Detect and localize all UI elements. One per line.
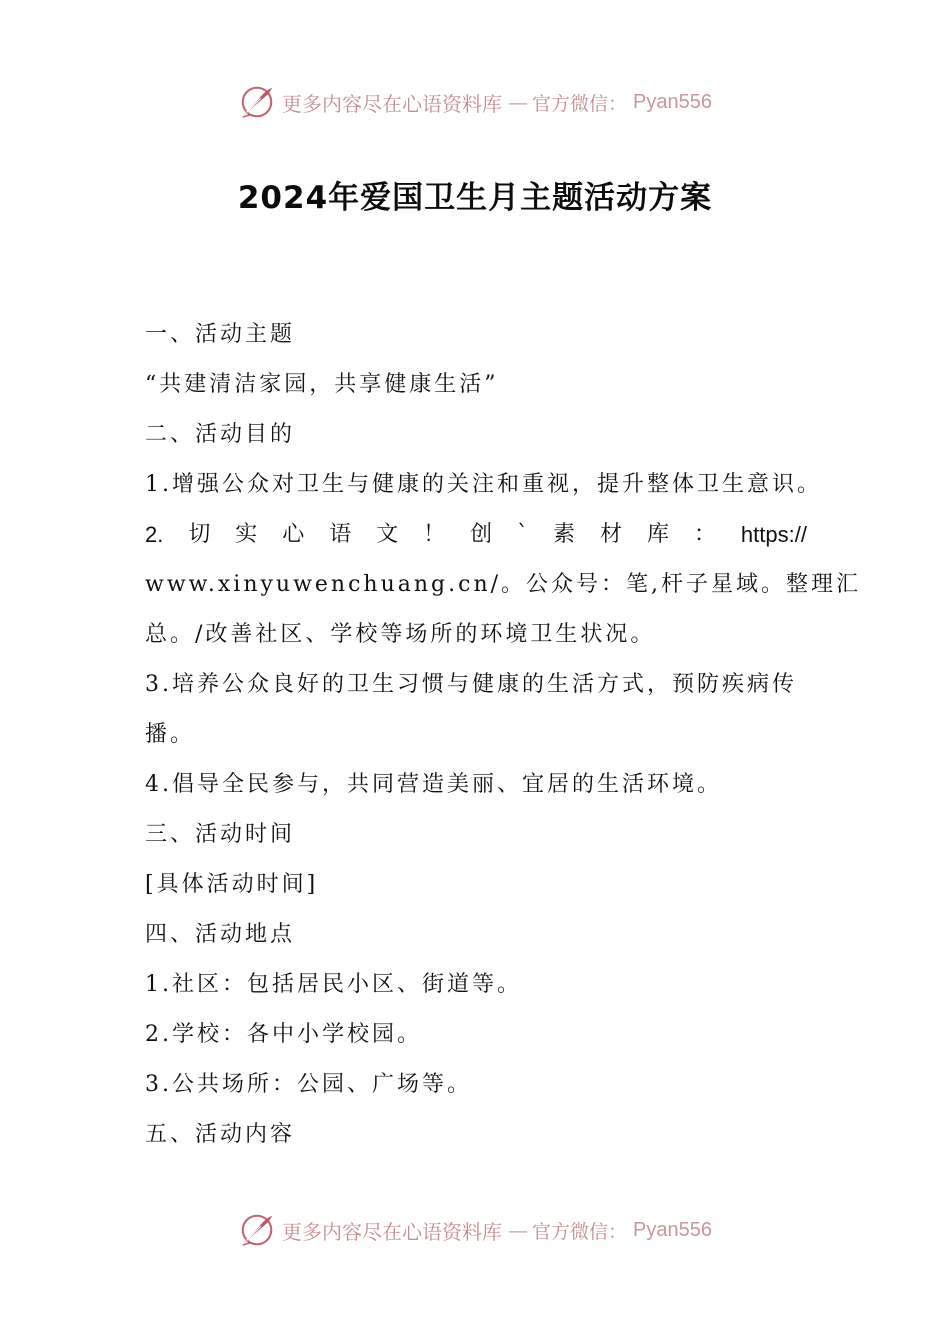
purpose-2-token: ！ bbox=[423, 522, 446, 547]
document-title: 2024年爱国卫生月主题活动方案 bbox=[237, 180, 713, 216]
time-text: [具体活动时间] bbox=[145, 872, 319, 897]
feather-pen-logo-icon bbox=[238, 1211, 276, 1249]
watermark-wechat-id: Pyan556 bbox=[633, 1218, 712, 1241]
watermark-contact-label: 官方微信： bbox=[532, 92, 628, 115]
watermark-slogan: 更多内容尽在心语资料库 bbox=[282, 91, 502, 116]
theme-text: “共建清洁家园，共享健康生活” bbox=[145, 372, 499, 397]
place-item-1: 1.社区：包括居民小区、街道等。 bbox=[145, 972, 522, 997]
watermark-contact-label: 官方微信： bbox=[532, 1220, 628, 1243]
section-heading-place: 四、活动地点 bbox=[145, 922, 296, 947]
place-item-3: 3.公共场所：公园、广场等。 bbox=[145, 1072, 472, 1097]
purpose-2-token: 2. bbox=[145, 522, 164, 547]
section-heading-theme: 一、活动主题 bbox=[145, 322, 296, 347]
purpose-item-4: 4.倡导全民参与，共同营造美丽、宜居的生活环境。 bbox=[145, 772, 722, 797]
section-heading-purpose: 二、活动目的 bbox=[145, 422, 296, 447]
purpose-2-token: 切 bbox=[188, 522, 211, 547]
footer-watermark bbox=[0, 1208, 950, 1252]
purpose-item-3-line-2: 播。 bbox=[145, 722, 196, 747]
watermark-slogan: 更多内容尽在心语资料库 bbox=[282, 1219, 502, 1244]
purpose-item-2-line-2: www.xinyuwenchuang.cn/。公众号：笔,杆子星域。整理汇 bbox=[145, 572, 862, 597]
purpose-2-token: 语 bbox=[329, 522, 352, 547]
purpose-item-2-line-3: 总。/改善社区、学校等场所的环境卫生状况。 bbox=[145, 622, 656, 647]
section-heading-content: 五、活动内容 bbox=[145, 1122, 296, 1147]
purpose-2-token: 素 bbox=[553, 522, 576, 547]
purpose-2-token: ` bbox=[517, 522, 529, 547]
purpose-2-token: 文 bbox=[376, 522, 399, 547]
purpose-2-token: ： bbox=[693, 522, 716, 547]
header-watermark bbox=[0, 80, 950, 124]
watermark-dash: — bbox=[508, 1218, 526, 1242]
place-item-2: 2.学校：各中小学校园。 bbox=[145, 1022, 422, 1047]
purpose-2-token: 实 bbox=[235, 522, 258, 547]
purpose-item-2-line-1 bbox=[145, 510, 807, 560]
purpose-item-1: 1.增强公众对卫生与健康的关注和重视，提升整体卫生意识。 bbox=[145, 472, 822, 497]
purpose-2-token: 库 bbox=[646, 522, 669, 547]
document-body bbox=[145, 310, 862, 1160]
purpose-2-token: 材 bbox=[600, 522, 623, 547]
purpose-item-3-line-1: 3.培养公众良好的卫生习惯与健康的生活方式，预防疾病传 bbox=[145, 672, 797, 697]
purpose-2-token: 心 bbox=[282, 522, 305, 547]
feather-pen-logo-icon bbox=[238, 83, 276, 121]
watermark-wechat-id: Pyan556 bbox=[633, 90, 712, 113]
purpose-2-token: 创 bbox=[470, 522, 493, 547]
purpose-2-url-start: https:// bbox=[740, 522, 807, 547]
section-heading-time: 三、活动时间 bbox=[145, 822, 296, 847]
watermark-dash: — bbox=[508, 90, 526, 114]
